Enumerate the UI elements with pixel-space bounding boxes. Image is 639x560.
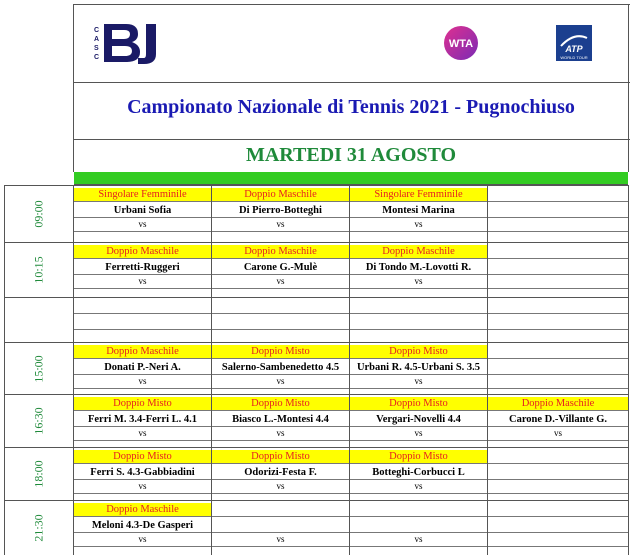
category-label: Doppio Maschile bbox=[74, 345, 211, 359]
court-column bbox=[349, 395, 487, 447]
versus-label: vs bbox=[74, 533, 211, 547]
category-label: Singolare Femminile bbox=[74, 188, 211, 202]
versus-label bbox=[488, 275, 628, 289]
time-slot-block bbox=[4, 242, 629, 297]
match-player: Montesi Marina bbox=[350, 204, 487, 218]
time-slot-block bbox=[4, 447, 629, 500]
match-player bbox=[74, 316, 211, 330]
versus-label: vs bbox=[212, 218, 349, 232]
court-column bbox=[487, 298, 629, 342]
casc-letter: S bbox=[94, 45, 99, 52]
court-column bbox=[487, 501, 629, 555]
match-player: Salerno-Sambenedetto 4.5 bbox=[212, 361, 349, 375]
category-label: Doppio Misto bbox=[74, 450, 211, 464]
category-label bbox=[488, 450, 628, 464]
time-cell bbox=[4, 243, 73, 297]
versus-label bbox=[488, 480, 628, 494]
category-label: Doppio Misto bbox=[350, 397, 487, 411]
versus-label: vs bbox=[350, 533, 487, 547]
category-label: Doppio Misto bbox=[74, 397, 211, 411]
match-player bbox=[212, 316, 349, 330]
court-column bbox=[487, 343, 629, 394]
court-column bbox=[349, 448, 487, 500]
casc-logo bbox=[92, 20, 168, 64]
category-label: Doppio Maschile bbox=[488, 397, 628, 411]
category-label bbox=[488, 345, 628, 359]
versus-label: vs bbox=[74, 480, 211, 494]
match-player: Ferri M. 3.4-Ferri L. 4.1 bbox=[74, 413, 211, 427]
versus-label bbox=[488, 375, 628, 389]
versus-label: vs bbox=[350, 480, 487, 494]
versus-label: vs bbox=[74, 275, 211, 289]
category-label bbox=[488, 245, 628, 259]
court-column bbox=[211, 243, 349, 297]
court-column bbox=[211, 186, 349, 242]
time-cell bbox=[4, 448, 73, 500]
versus-label bbox=[488, 218, 628, 232]
court-column bbox=[487, 243, 629, 297]
match-player: Vergari-Novelli 4.4 bbox=[350, 413, 487, 427]
time-label: 18:00 bbox=[31, 460, 46, 488]
category-label bbox=[488, 503, 628, 517]
versus-label: vs bbox=[212, 480, 349, 494]
match-player: Biasco L.-Montesi 4.4 bbox=[212, 413, 349, 427]
casc-letter: C bbox=[94, 27, 100, 34]
versus-label: vs bbox=[212, 533, 349, 547]
match-player bbox=[488, 519, 628, 533]
versus-label: vs bbox=[212, 275, 349, 289]
casc-letter: C bbox=[94, 54, 100, 61]
versus-label: vs bbox=[488, 427, 628, 441]
category-label bbox=[212, 503, 349, 517]
time-cell bbox=[4, 501, 73, 555]
time-label: 15:00 bbox=[31, 354, 46, 383]
match-player bbox=[488, 466, 628, 480]
court-column bbox=[487, 448, 629, 500]
category-label bbox=[74, 300, 211, 314]
category-label: Singolare Femminile bbox=[350, 188, 487, 202]
category-label bbox=[212, 300, 349, 314]
match-player: Di Tondo M.-Lovotti R. bbox=[350, 261, 487, 275]
court-column bbox=[349, 343, 487, 394]
atp-logo-subtitle: WORLD TOUR bbox=[560, 55, 588, 60]
court-column bbox=[73, 186, 211, 242]
atp-logo bbox=[555, 24, 593, 62]
category-label bbox=[488, 188, 628, 202]
court-column bbox=[73, 243, 211, 297]
court-column bbox=[487, 395, 629, 447]
court-column bbox=[73, 501, 211, 555]
court-column bbox=[211, 395, 349, 447]
time-label: 16:30 bbox=[31, 407, 46, 435]
match-player: Meloni 4.3-De Gasperi bbox=[74, 519, 211, 533]
atp-logo-text: ATP bbox=[565, 44, 583, 54]
versus-label: vs bbox=[350, 375, 487, 389]
match-player bbox=[350, 316, 487, 330]
page-title: Campionato Nazionale di Tennis 2021 - Pugnochiuso bbox=[127, 96, 575, 118]
match-player bbox=[212, 519, 349, 533]
category-label: Doppio Maschile bbox=[212, 245, 349, 259]
court-column bbox=[211, 343, 349, 394]
time-label: 21:30 bbox=[31, 514, 46, 542]
match-player bbox=[488, 204, 628, 218]
court-column bbox=[73, 343, 211, 394]
match-player: Urbani Sofia bbox=[74, 204, 211, 218]
category-label bbox=[350, 503, 487, 517]
category-label bbox=[350, 300, 487, 314]
time-label: 10:15 bbox=[31, 256, 46, 284]
match-player: Carone D.-Villante G. bbox=[488, 413, 628, 427]
match-player bbox=[488, 261, 628, 275]
time-slot-block bbox=[4, 185, 629, 242]
time-slot-block bbox=[4, 394, 629, 447]
category-label: Doppio Maschile bbox=[74, 503, 211, 517]
time-cell bbox=[4, 395, 73, 447]
category-label bbox=[488, 300, 628, 314]
category-label: Doppio Maschile bbox=[74, 245, 211, 259]
match-player bbox=[488, 316, 628, 330]
versus-label: vs bbox=[74, 427, 211, 441]
versus-label bbox=[488, 533, 628, 547]
versus-label: vs bbox=[212, 427, 349, 441]
court-column bbox=[211, 501, 349, 555]
versus-label: vs bbox=[350, 427, 487, 441]
match-player: Botteghi-Corbucci L bbox=[350, 466, 487, 480]
time-cell bbox=[4, 186, 73, 242]
category-label: Doppio Misto bbox=[212, 345, 349, 359]
versus-label: vs bbox=[350, 275, 487, 289]
divider bbox=[73, 139, 630, 140]
date-heading: MARTEDI 31 AGOSTO bbox=[245, 144, 457, 166]
match-player bbox=[350, 519, 487, 533]
time-cell bbox=[4, 298, 73, 342]
wta-logo-text: WTA bbox=[448, 38, 474, 50]
court-column bbox=[73, 395, 211, 447]
versus-label: vs bbox=[74, 218, 211, 232]
category-label: Doppio Misto bbox=[350, 345, 487, 359]
versus-label: vs bbox=[212, 375, 349, 389]
match-player: Carone G.-Mulè bbox=[212, 261, 349, 275]
match-player: Ferri S. 4.3-Gabbiadini bbox=[74, 466, 211, 480]
versus-label: vs bbox=[350, 218, 487, 232]
time-cell bbox=[4, 343, 73, 394]
category-label: Doppio Misto bbox=[212, 397, 349, 411]
wta-logo bbox=[439, 24, 483, 62]
court-column bbox=[211, 298, 349, 342]
match-player: Ferretti-Ruggeri bbox=[74, 261, 211, 275]
green-header-bar bbox=[74, 172, 628, 185]
court-column bbox=[349, 501, 487, 555]
divider bbox=[73, 82, 630, 83]
match-player: Di Pierro-Botteghi bbox=[212, 204, 349, 218]
category-label: Doppio Maschile bbox=[350, 245, 487, 259]
court-column bbox=[349, 298, 487, 342]
time-slot-block bbox=[4, 297, 629, 342]
court-column bbox=[211, 448, 349, 500]
casc-letter: A bbox=[94, 36, 100, 43]
time-slot-block bbox=[4, 342, 629, 394]
divider bbox=[73, 4, 630, 5]
category-label: Doppio Maschile bbox=[212, 188, 349, 202]
match-player: Donati P.-Neri A. bbox=[74, 361, 211, 375]
category-label: Doppio Misto bbox=[212, 450, 349, 464]
time-slot-block bbox=[4, 500, 629, 555]
court-column bbox=[487, 186, 629, 242]
match-player bbox=[488, 361, 628, 375]
category-label: Doppio Misto bbox=[350, 450, 487, 464]
court-column bbox=[349, 243, 487, 297]
court-column bbox=[73, 298, 211, 342]
court-column bbox=[73, 448, 211, 500]
match-player: Urbani R. 4.5-Urbani S. 3.5 bbox=[350, 361, 487, 375]
versus-label: vs bbox=[74, 375, 211, 389]
court-column bbox=[349, 186, 487, 242]
time-label: 09:00 bbox=[31, 200, 46, 228]
match-player: Odorizi-Festa F. bbox=[212, 466, 349, 480]
